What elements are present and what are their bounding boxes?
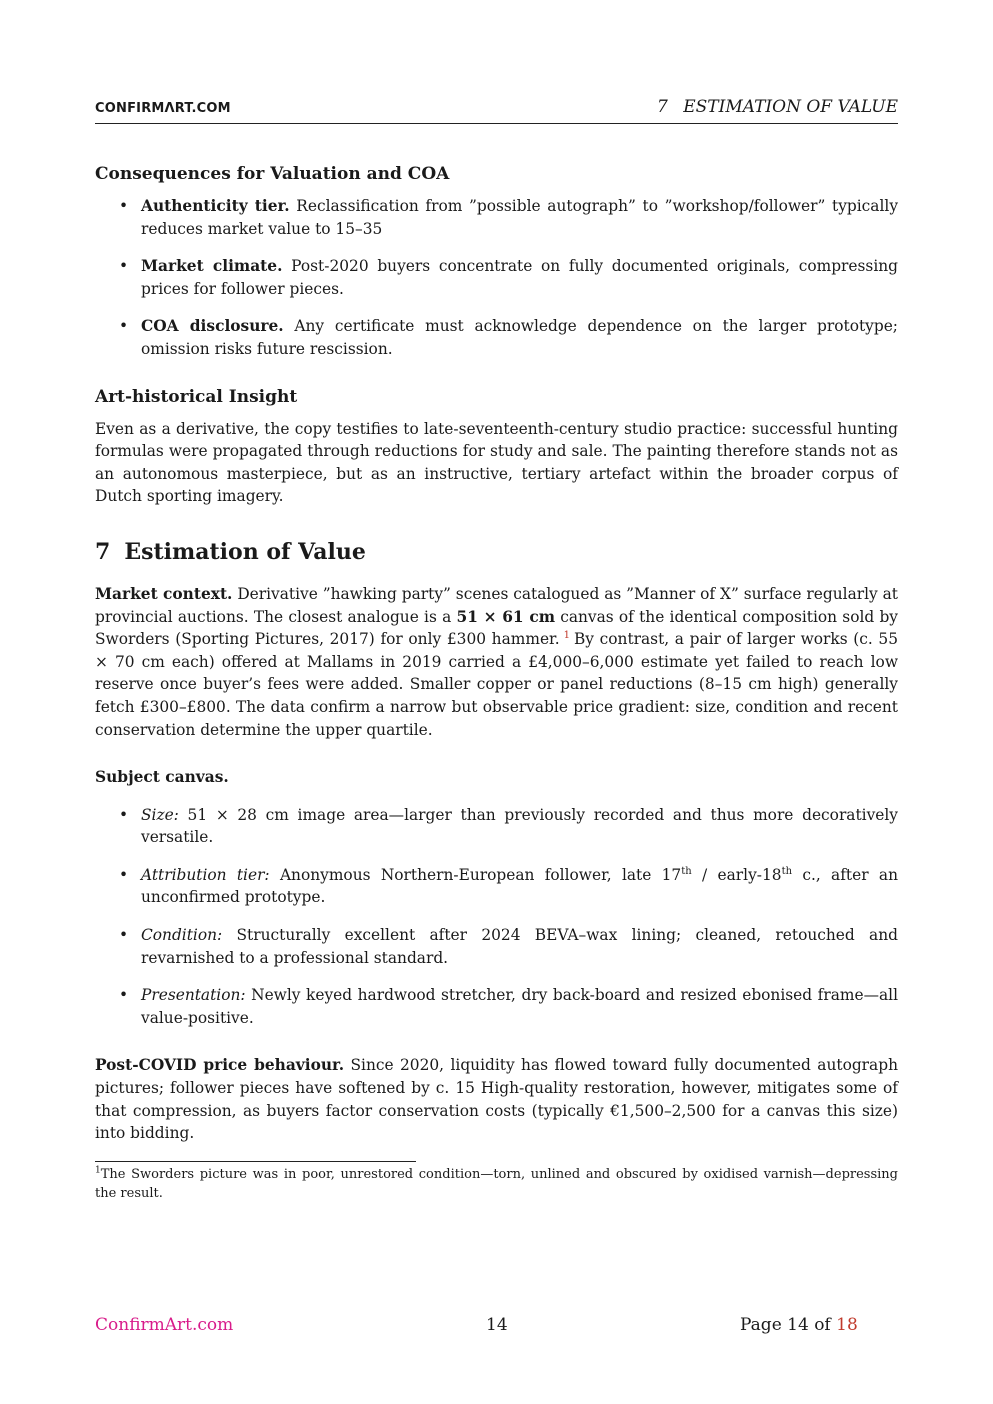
footnote-number: 1 <box>95 1165 101 1176</box>
running-header <box>95 97 898 124</box>
header-section-number: 7 <box>656 97 668 117</box>
section-number: 7 <box>95 538 111 565</box>
subject-canvas-label: Subject canvas. <box>95 768 229 787</box>
footer-page-number: 14 <box>486 1315 508 1335</box>
paragraph-label: Market context. <box>95 584 233 603</box>
subsection-heading-consequences: Consequences for Valuation and COA <box>95 164 450 184</box>
footnote <box>95 1165 898 1203</box>
list-item-label: Condition: <box>141 926 223 945</box>
paragraph-label: Post-COVID price behaviour. <box>95 1056 345 1075</box>
list-item-label: Attribution tier: <box>141 865 270 884</box>
page-body <box>95 163 898 1145</box>
list-item-label: Size: <box>141 805 179 824</box>
list-item-label: Authenticity tier. <box>141 197 290 215</box>
list-item-text: 51 × 28 cm image area—larger than previously recorded and thus more decoratively versatile. <box>141 805 898 847</box>
list-item-text: Reclassification from ”possible autograph” to ”workshop/follower” typically reduces market value to 15–35 <box>141 197 899 238</box>
list-item-label: COA disclosure. <box>141 317 284 336</box>
subject-canvas-list <box>95 804 898 1030</box>
section-title: Estimation of Value <box>124 538 366 565</box>
header-section-title <box>647 97 898 117</box>
list-item-text: Newly keyed hardwood stretcher, dry back-board and resized ebonised frame—all value-positive. <box>141 986 898 1027</box>
footnote-text: The Sworders picture was in poor, unrestored condition—torn, unlined and obscured by oxidised varnish—depressing the result. <box>95 1167 898 1201</box>
list-item <box>95 255 898 300</box>
list-item <box>95 315 898 360</box>
total-pages-link[interactable]: 18 <box>836 1315 858 1335</box>
section-heading <box>95 538 898 566</box>
post-covid-paragraph: Post-COVID price behaviour. Since 2020, liquidity has flowed toward fully documented autograph pictures; follower pieces have softened by c. 15 High-quality restoration, however, mitigates some of that compression, as buyers factor conservation costs (typically €1,500–2,500 for a canvas this size) into bidding. <box>95 1056 898 1143</box>
footer-page-count: Page 14 of 18 <box>740 1315 858 1335</box>
consequences-list <box>95 195 898 361</box>
market-context-paragraph: Market context. Derivative ”hawking party” scenes catalogued as ”Manner of X” surface regularly at provincial auctions. The closest analogue is a 51 × 61 cm canvas of the identical composition sold by Sworders (Sporting Pictures, 2017) for only £300 hammer. $^1$ By contrast, a pair of larger works (c. 55 × 70 cm each) offered at Mallams in 2019 carried a £4,000–6,000 estimate yet failed to reach low reserve once buyer’s fees were added. Smaller copper or panel reductions (8–15 cm high) generally fetch £300–£800. The data confirm a narrow but observable price gradient: size, condition and recent conservation determine the upper quartile. <box>95 584 899 739</box>
list-item-text: Post-2020 buyers concentrate on fully documented originals, compressing prices for follower pieces. <box>141 257 899 298</box>
footnote-rule <box>95 1161 416 1162</box>
list-item-label: Presentation: <box>141 986 246 1005</box>
list-item: • Attribution tier: Anonymous Northern-European follower, late 17th / early-18th c., after an unconfirmed prototype. <box>95 864 898 909</box>
footer-site-link[interactable]: ConfirmArt.com <box>95 1315 234 1335</box>
footnote-reference[interactable]: 1 <box>563 630 570 641</box>
list-item <box>95 924 898 969</box>
insight-paragraph: Even as a derivative, the copy testifies to late-seventeenth-century studio practice: successful hunting formulas were propagated through reductions for study and sale. The painting therefore stands not as an autonomous masterpiece, but as an instructive, tertiary artefact within the broader corpus of Dutch sporting imagery. <box>95 419 898 506</box>
list-item <box>95 984 898 1029</box>
list-item <box>95 195 898 240</box>
list-item-label: Market climate. <box>141 257 283 276</box>
header-section-name: ESTIMATION OF VALUE <box>683 97 898 117</box>
list-item-text: Any certificate must acknowledge dependence on the larger prototype; omission risks future rescission. <box>141 317 898 358</box>
list-item-text: Structurally excellent after 2024 BEVA–wax lining; cleaned, retouched and revarnished to a professional standard. <box>141 926 898 967</box>
list-item <box>95 804 898 849</box>
confirmart-logo: CONFIRMΛRT.COM <box>95 101 231 116</box>
document-page <box>95 0 898 1404</box>
dimensions-bold: 51 × 61 cm <box>456 607 555 626</box>
subsection-heading-insight: Art-historical Insight <box>95 386 298 407</box>
